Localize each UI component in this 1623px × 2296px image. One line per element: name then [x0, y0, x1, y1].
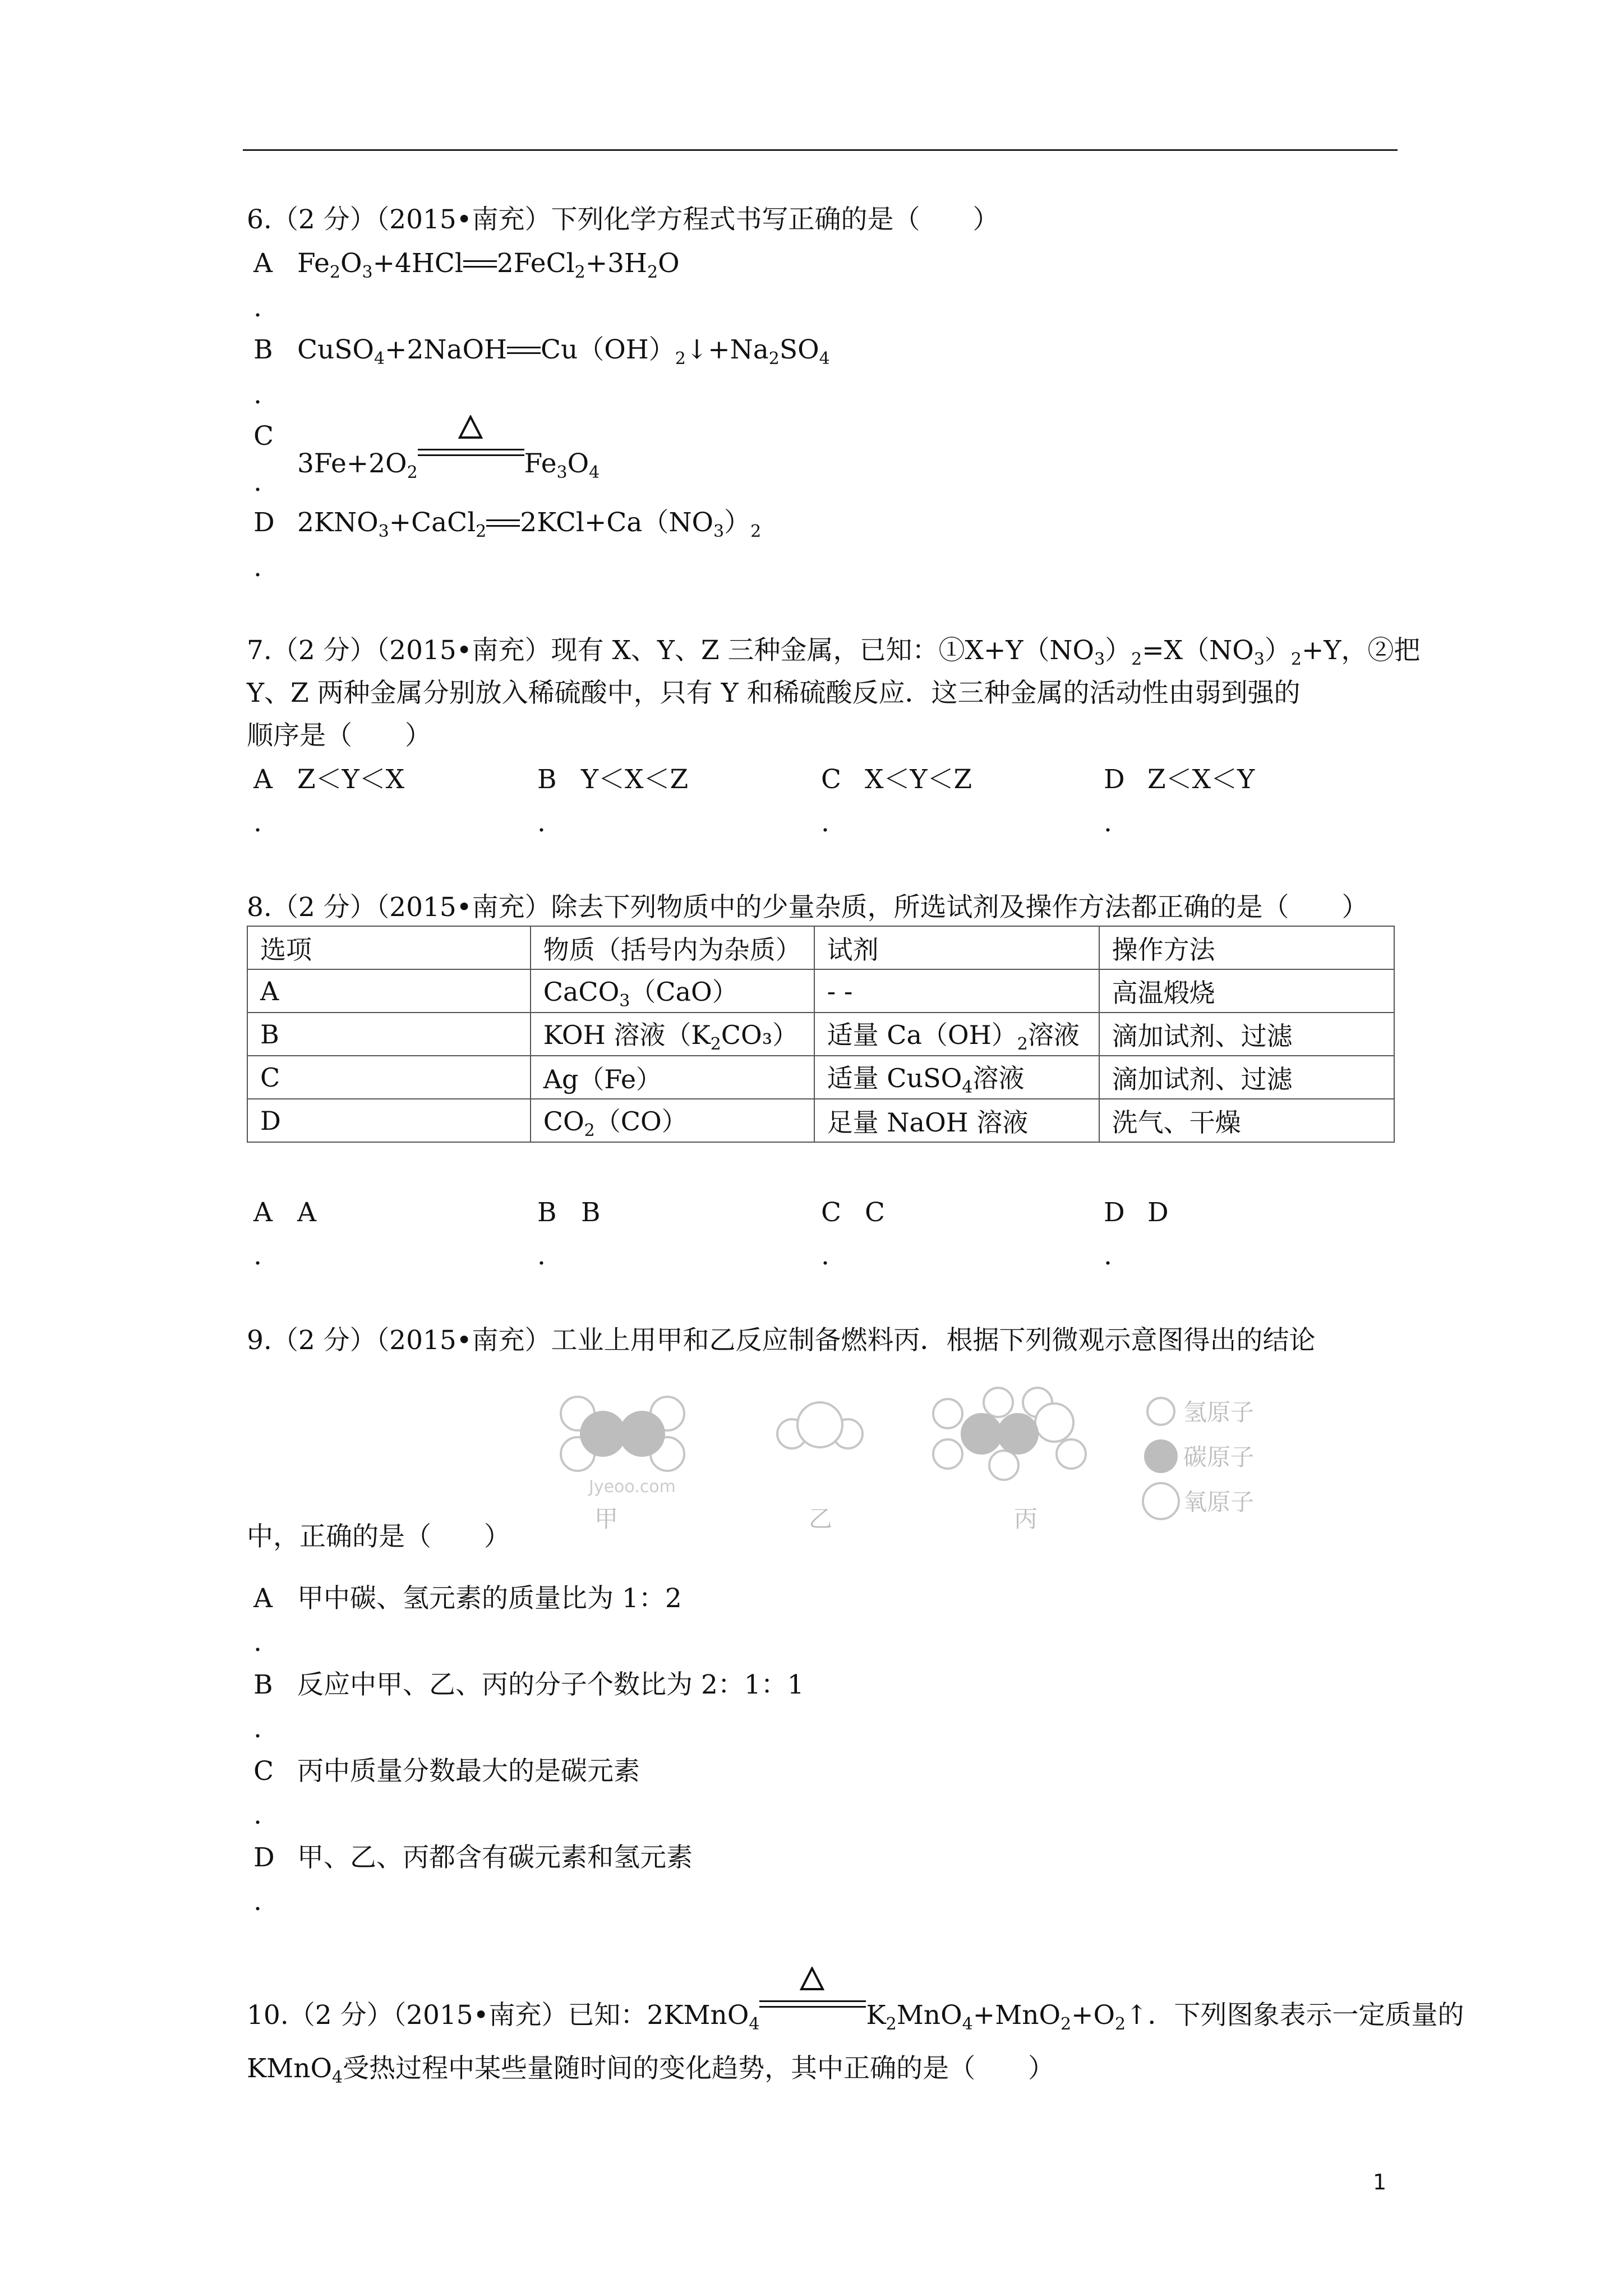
- q6-option-b: B CuSO$_4$+2NaOH $Cu(OH)_2↓+Na_2SO_4$: [253, 334, 830, 369]
- legend-oxygen: 氧原子: [1183, 1488, 1255, 1516]
- q9-option-d: D 甲、乙、丙都含有碳元素和氢元素: [253, 1842, 693, 1873]
- equals-double-line-icon: [507, 345, 541, 356]
- q7-option-b: B Y＜X＜Z: [537, 764, 689, 795]
- heating-arrow-icon: [759, 1996, 866, 2027]
- q9-option-a: A 甲中碳、氢元素的质量比为 1：2: [253, 1583, 682, 1614]
- q10-stem-line1: 10.（2 分）（2015•南充）已知：2KMnO$_4$ $K_2MnO_4+MnO_2+O_2↑$．下列图象表示一定质量的: [247, 1996, 1464, 2033]
- q8-option-a: A A: [253, 1197, 316, 1228]
- q9-stem-line2: 中，正确的是（ ）: [247, 1521, 510, 1552]
- q9-option-c: C 丙中质量分数最大的是碳元素: [253, 1756, 640, 1787]
- q6-option-d: D $2KNO_3+CaCl_2$ $2KCl+Ca(NO_3)_2$: [253, 507, 762, 541]
- page-number: 1: [1373, 2170, 1387, 2194]
- molecule-figure: [538, 1380, 1290, 1543]
- table-header-cell: 操作方法: [1099, 926, 1394, 969]
- q7-option-a: A Z＜Y＜X: [253, 764, 405, 795]
- q8-option-d: D D: [1104, 1197, 1169, 1228]
- carbon-atom-icon: [1144, 1439, 1178, 1473]
- oxygen-atom-icon: [1143, 1483, 1179, 1519]
- q7-stem-line1: 7.（2 分）（2015•南充）现有 X、Y、Z 三种金属，已知：$①X+Y(NO_3)_2=X(NO_3)_2+Y$，②把: [247, 635, 1421, 669]
- figure-label-yi: 乙: [809, 1505, 833, 1533]
- table-row: C Ag（Fe） 适量 CuSO$_4$溶液 滴加试剂、过滤: [247, 1056, 1394, 1099]
- table-header-row: [247, 926, 1394, 969]
- q9-stem: 9.（2 分）（2015•南充）工业上用甲和乙反应制备燃料丙．根据下列微观示意图得出的结论: [247, 1325, 1316, 1356]
- q6-option-c: $3Fe+2O_2$ $Fe_3O_4$: [297, 444, 600, 481]
- watermark: Jyeoo.com: [589, 1477, 676, 1497]
- table-header-cell: 物质（括号内为杂质）: [531, 926, 814, 969]
- q8-table: [247, 926, 1395, 1143]
- figure-label-jia: 甲: [594, 1505, 619, 1533]
- legend-carbon: 碳原子: [1183, 1443, 1255, 1471]
- table-header-cell: 选项: [247, 926, 531, 969]
- q7-option-c: C X＜Y＜Z: [821, 764, 972, 795]
- table-header-cell: 试剂: [814, 926, 1099, 969]
- figure-label-bing: 丙: [1014, 1505, 1038, 1533]
- q7-stem-line2: Y、Z 两种金属分别放入稀硫酸中，只有 Y 和稀硫酸反应．这三种金属的活动性由弱到强的: [247, 678, 1301, 708]
- equals-double-line-icon: [463, 259, 497, 270]
- header-rule: [243, 149, 1398, 151]
- hydrogen-atom-icon: [1147, 1398, 1174, 1425]
- q9-option-b: B 反应中甲、乙、丙的分子个数比为 2：1：1: [253, 1669, 804, 1700]
- q8-stem: 8.（2 分）（2015•南充）除去下列物质中的少量杂质，所选试剂及操作方法都正确的是（ ）: [247, 892, 1368, 923]
- q6-option-a: A $Fe_2O_3+4HCl$ $2FeCl_2+3H_2O$: [253, 248, 680, 282]
- molecule-jia: [561, 1397, 684, 1471]
- q6-option-c-letter: C: [253, 421, 274, 452]
- equals-double-line-icon: [486, 518, 520, 529]
- molecule-yi: [777, 1402, 863, 1448]
- table-row: D $CO_2(CO)$ 足量 NaOH 溶液 洗气、干燥: [247, 1099, 1394, 1142]
- heating-arrow-icon: [418, 444, 524, 476]
- q7-option-d: D Z＜X＜Y: [1104, 764, 1255, 795]
- q8-option-b: B B: [537, 1197, 601, 1228]
- table-row: B KOH 溶液$(K_2CO_3)$ 适量 $Ca(OH)_2$溶液 滴加试剂、过滤: [247, 1013, 1394, 1056]
- q6-stem: 6.（2 分）（2015•南充）下列化学方程式书写正确的是（ ）: [247, 204, 999, 235]
- table-row: A CaCO$_3$（CaO） - - 高温煅烧: [247, 969, 1394, 1013]
- q8-option-c: C C: [821, 1197, 885, 1228]
- q7-stem-line3: 顺序是（ ）: [247, 720, 431, 751]
- q10-stem-line2: KMnO$_4$受热过程中某些量随时间的变化趋势，其中正确的是（ ）: [247, 2053, 1055, 2087]
- molecule-bing: [933, 1388, 1086, 1480]
- legend-hydrogen: 氢原子: [1183, 1398, 1255, 1426]
